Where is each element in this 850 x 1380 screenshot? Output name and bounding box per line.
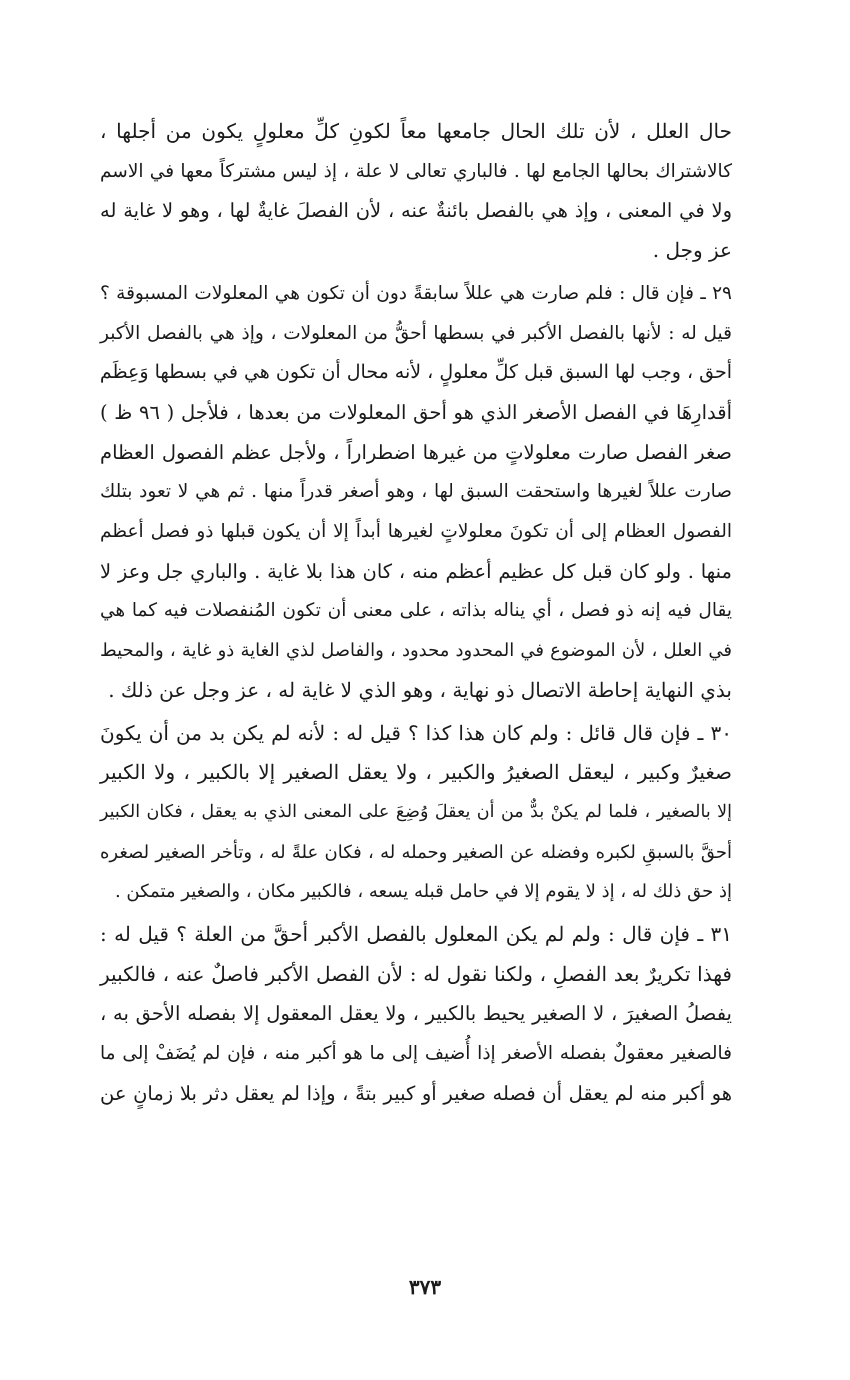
text-line: عز وجل .	[652, 238, 732, 263]
text-line: ولا في المعنى ، وإذ هي بالفصل بائنةٌ عنه ، لأن الفصلَ غايةٌ لها ، وهو لا غاية له	[100, 199, 732, 223]
text-line: حال العلل ، لأن تلك الحال جامعها معاً لكونِ كلِّ معلولٍ يكون من أجلها ،	[100, 119, 732, 143]
page-body	[100, 112, 732, 1114]
text-line: الفصول العظام إلى أن تكونَ معلولاتٍ لغيرها أبداً إلا أن يكون قبلها ذو فصل أعظم	[100, 521, 732, 543]
text-line: فهذا تكريرٌ بعد الفصلِ ، ولكنا نقول له : لأن الفصل الأكبر فاصلٌ عنه ، فالكبير	[100, 961, 732, 986]
text-line: قيل له : لأنها بالفصل الأكبر في بسطها أحقُّ من المعلولات ، وإذ هي بالفصل الأكبر	[100, 322, 732, 344]
text-line: بذي النهاية إحاطة الاتصال ذو نهاية ، وهو الذي لا غاية له ، عز وجل عن ذلك .	[108, 677, 732, 702]
text-line: فالصغير معقولٌ بفصله الأصغر إذا أُضيف إلى ما هو أكبر منه ، فإن لم يُضَفْ إلى ما	[100, 1043, 732, 1065]
text-line: يفصلُ الصغيرَ ، لا الصغير يحيط بالكبير ، ولا يعقل المعقول إلا بفصله الأحق به ،	[100, 1002, 732, 1026]
text-line: يقال فيه إنه ذو فصل ، أي يناله بذاته ، على معنى أن تكون المُنفصلات فيه كما هي	[100, 600, 732, 622]
text-line: أقدارِهَا في الفصل الأصغر الذي هو أحق المعلولات من بعدها ، فلأجل ( ٩٦ ظ )	[100, 400, 732, 424]
paragraph-continuation	[100, 112, 732, 271]
text-line: أحقَّ بالسبقِ لكبره وفضله عن الصغير وحمله له ، فكان علةً له ، وتأخر الصغير لصغره	[100, 841, 732, 863]
paragraph-29	[100, 274, 732, 711]
text-line: منها . ولو كان قبل كل عظيم أعظم منه ، كان هذا بلا غاية . والباري جل وعز لا	[100, 559, 732, 583]
paragraph-31	[100, 915, 732, 1114]
text-line: أحق ، وجب لها السبق قبل كلِّ معلولٍ ، لأنه محال أن تكون هي في بسطها وَعِظَم	[99, 361, 732, 384]
text-line: ٢٩ ـ فإن قال : فلم صارت هي عللاً سابقةً دون أن تكون هي المعلولات المسبوقة ؟	[100, 282, 732, 304]
text-line: كالاشتراك بحالها الجامع لها . فالباري تعالى لا علة ، إذ ليس مشتركاً معها في الاسم	[100, 160, 732, 182]
text-line: ٣٠ ـ فإن قال قائل : ولم كان هذا كذا ؟ قيل له : لأنه لم يكن بد من أن يكونَ	[100, 720, 732, 745]
text-line: في العلل ، لأن الموضوع في المحدود محدود ، والفاصل لذي الغاية ذو غاية ، والمحيط	[100, 640, 732, 662]
text-line: صغيرٌ وكبير ، ليعقل الصغيرُ والكبير ، ولا يعقل الصغير إلا بالكبير ، ولا الكبير	[100, 760, 732, 785]
text-line: ٣١ ـ فإن قال : ولم لم يكن المعلول بالفصل الأكبر أحقَّ من العلة ؟ قيل له :	[100, 922, 732, 947]
text-line: إذ حق ذلك له ، إذ لا يقوم إلا في حامل قبله يسعه ، فالكبير مكان ، والصغير متمكن .	[114, 881, 732, 903]
text-line: إلا بالصغير ، فلما لم يكنْ بدٌّ من أن يعقلَ وُضِعَ على المعنى الذي به يعقل ، فكان الكبير	[100, 801, 732, 822]
text-line: صارت عللاً لغيرها واستحقت السبق لها ، وهو أصغر قدراً منها . ثم هي لا تعود بتلك	[100, 481, 732, 503]
text-line: صغر الفصل صارت معلولاتٍ من غيرها اضطراراً ، ولأجل عظم الفصول العظام	[100, 440, 732, 464]
paragraph-30	[100, 714, 732, 913]
page-number: ٣٧٣	[408, 1275, 442, 1299]
text-line: هو أكبر منه لم يعقل أن فصله صغير أو كبير بتةً ، وإذا لم يعقل دثر بلا زمانٍ عن	[100, 1081, 732, 1105]
